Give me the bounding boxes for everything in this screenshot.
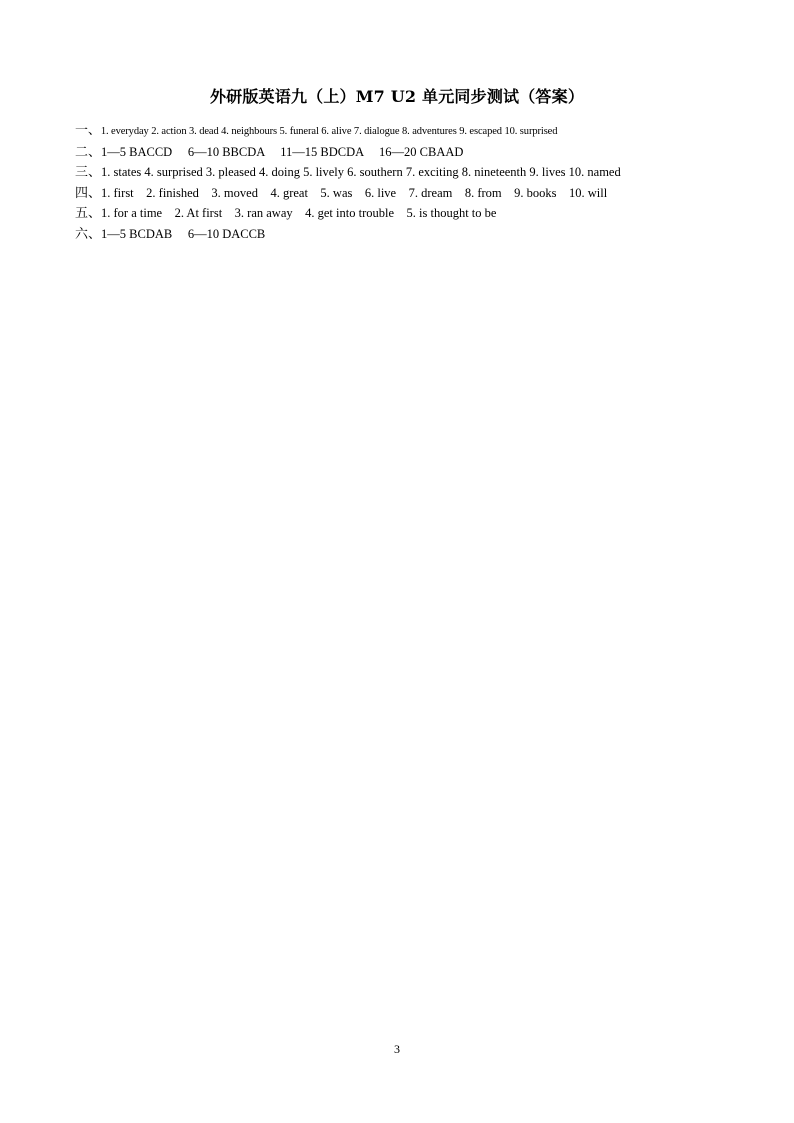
- answer-list: [75, 121, 735, 244]
- document-title: 外研版英语九（上）M7 U2 单元同步测试（答案）: [209, 87, 585, 106]
- answer-section-2: [75, 142, 735, 163]
- answer-section-1: [75, 121, 735, 142]
- section-marker: 五、: [75, 206, 102, 221]
- section-answers: 1—5 BACCD 6—10 BBCDA 11—15 BDCDA 16—20 CBAAD: [101, 144, 464, 159]
- answer-section-5: [75, 203, 735, 224]
- answer-section-3: [75, 162, 735, 183]
- section-marker: 三、: [75, 165, 102, 180]
- answer-section-6: [75, 224, 735, 245]
- section-answers: 1. first 2. finished 3. moved 4. great 5. was 6. live 7. dream 8. from 9. books 10. will: [101, 185, 608, 200]
- section-marker: 二、: [75, 144, 102, 160]
- section-answers: 1. states 4. surprised 3. pleased 4. doing 5. lively 6. southern 7. exciting 8. nineteenth 9. lives 10. named: [101, 165, 621, 179]
- answer-section-4: [75, 183, 735, 204]
- section-marker: 一、: [75, 123, 101, 138]
- section-marker: 六、: [75, 226, 102, 242]
- section-answers: 1. for a time 2. At first 3. ran away 4. get into trouble 5. is thought to be: [101, 206, 497, 220]
- section-answers: 1. everyday 2. action 3. dead 4. neighbours 5. funeral 6. alive 7. dialogue 8. adventures 9. escaped 10. surprised: [100, 126, 558, 137]
- section-marker: 四、: [75, 185, 102, 201]
- page-number: 3: [394, 1042, 400, 1056]
- section-answers: 1—5 BCDAB 6—10 DACCB: [101, 226, 266, 241]
